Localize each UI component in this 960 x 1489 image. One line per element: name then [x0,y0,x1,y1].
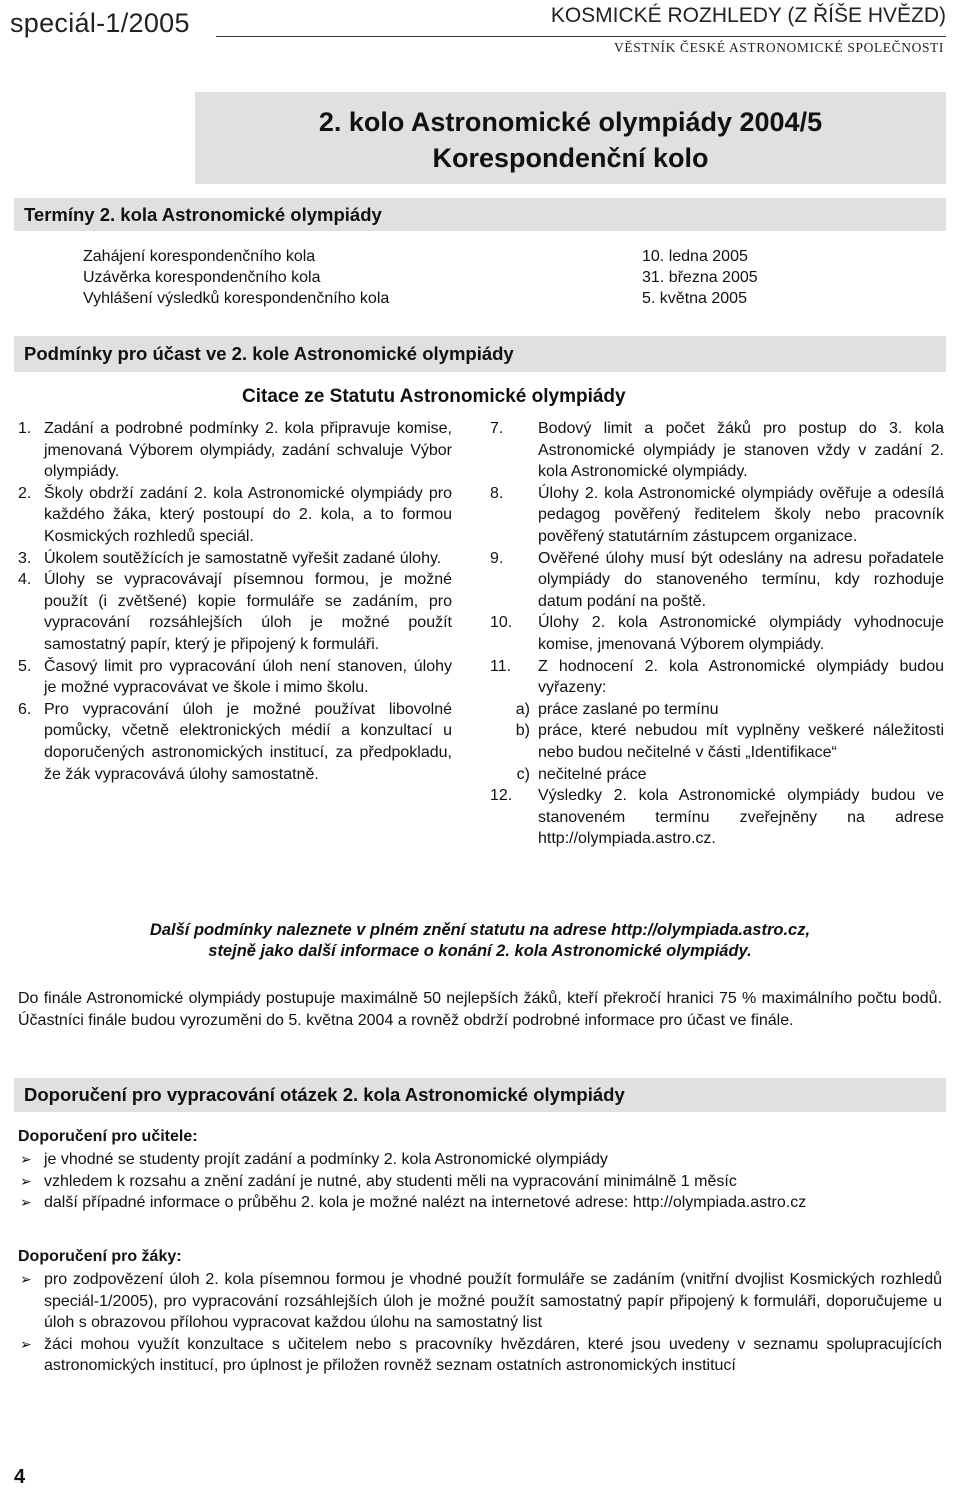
list-item: ➢ je vhodné se studenty projít zadání a podmínky 2. kola Astronomické olympiády [18,1149,942,1171]
statute-citation-heading: Citace ze Statutu Astronomické olympiády [242,386,626,407]
section-heading-terminy: Termíny 2. kola Astronomické olympiády [14,198,946,231]
list-subitem: a) práce zaslané po termínu [515,700,719,718]
list-item: 5. Časový limit pro vypracování úloh není stanoven, úlohy je možné vypracovávat ve škole i mimo školu. [18,657,452,697]
date-row-label: Zahájení korespondenčního kola [83,248,316,265]
students-heading: Doporučení pro žáky: [18,1248,182,1265]
list-item: 10. Úlohy 2. kola Astronomické olympiády vyhodnocuje komise, jmenovaná Výborem olympiády. [490,614,944,653]
students-list [18,1269,942,1377]
section-heading-doporuceni: Doporučení pro vypracování otázek 2. kola Astronomické olympiády [14,1078,946,1112]
list-subitem: c) nečitelné práce [516,765,647,783]
list-item: ➢ pro zodpovězení úloh 2. kola písemnou formou je vhodné použít formuláře se zadáním (vnitřní dvojlist Kosmických rozhledů speciál-1/2005), pro vypracování rozsáhlejších úloh je možné použít samostatný papír připojený k formuláři, doporučujeme u úloh s obrazovou přílohou vypracovat každou úlohu na samostatný list [20,1271,942,1332]
journal-subtitle: VĚSTNÍK ČESKÉ ASTRONOMICKÉ SPOLEČNOSTI [614,40,944,55]
arrow-bullet-icon: ➢ [20,1172,32,1189]
list-item: ➢ další případné informace o průběhu 2. kola je možné nalézt na internetové adrese: http://olympiada.astro.cz [18,1192,942,1214]
dates-table [0,246,960,316]
arrow-bullet-icon: ➢ [20,1271,32,1287]
list-item: ➢ žáci mohou využít konzultace s učitelem nebo s pracovníky hvězdáren, které jsou uvedeny v seznamu spolupracujících astronomických institucí, pro úplnost je přiložen rovněž seznam ostatních astronomických institucí [20,1335,942,1375]
statute-left-column [18,418,452,785]
title-line-1: 2. kolo Astronomické olympiády 2004/5 [318,107,823,137]
date-row-value: 31. března 2005 [642,269,758,286]
list-item: 12. Výsledky 2. kola Astronomické olympiády budou ve stanoveném termínu zveřejněny na adrese http://olympiada.astro.cz. [490,787,944,848]
arrow-bullet-icon: ➢ [20,1194,32,1211]
statute-note: Další podmínky naleznete v plném znění statutu na adrese http://olympiada.astro.cz, stejně jako další informace o konání 2. kola Astronomické olympiády. [149,921,811,960]
arrow-bullet-icon: ➢ [20,1151,32,1167]
list-item: 8. Úlohy 2. kola Astronomické olympiády ověřuje a odesílá pedagog pověřený ředitelem školy nebo pracovník pověřený statutárním zástupcem organizace. [490,484,944,545]
issue-label: speciál-1/2005 [10,8,190,38]
list-subitem: b) práce, které nebudou mít vyplněny veškeré náležitosti nebo budou nečitelné v části „Identifikace“ [515,722,944,761]
list-item: 6. Pro vypracování úloh je možné používat libovolné pomůcky, včetně elektronických médií a konzultací u doporučených astronomických institucí, za předpokladu, že žák vypracovává úlohy samostatně. [18,700,452,783]
date-row-label: Vyhlášení výsledků korespondenčního kola [83,290,390,307]
list-item: 9. Ověřené úlohy musí být odeslány na adresu pořadatele olympiády do stanoveného termínu, kdy rozhoduje datum podání na poště. [490,549,944,610]
date-row-value: 10. ledna 2005 [642,248,748,265]
date-row-label: Uzávěrka korespondenčního kola [83,269,321,286]
page-number: 4 [14,1466,26,1488]
list-item: 1. Zadání a podrobné podmínky 2. kola připravuje komise, jmenovaná Výborem olympiády, zadání schvaluje Výbor olympiády. [18,420,452,481]
teachers-list [18,1149,942,1214]
title-line-2: Korespondenční kolo [432,143,709,173]
statute-right-column [490,418,944,850]
teachers-heading: Doporučení pro učitele: [18,1128,198,1145]
list-item: ➢ vzhledem k rozsahu a znění zadání je nutné, aby studenti měli na vypracování minimálně 1 měsíc [18,1171,942,1193]
header-rule [216,36,946,37]
section-heading-podminky: Podmínky pro účast ve 2. kole Astronomické olympiády [14,336,946,372]
list-item: 3. Úkolem soutěžících je samostatně vyřešit zadané úlohy. [18,549,442,567]
list-item: 2. Školy obdrží zadání 2. kola Astronomické olympiády pro každého žáka, který postoupí do 2. kola, a to formou Kosmických rozhledů speciál. [18,484,452,545]
date-row-value: 5. května 2005 [642,290,747,307]
page-title [195,104,946,176]
list-item: 7. Bodový limit a počet žáků pro postup do 3. kola Astronomické olympiády je stanoven vždy v zadání 2. kola Astronomické olympiády. [490,420,944,481]
list-item: 4. Úlohy se vypracovávají písemnou formou, je možné použít (i zvětšené) kopie formuláře se zadáním, pro vypracování rozsáhlejších úloh je možné použít samostatný papír, který je připojený k formuláři. [18,571,452,653]
arrow-bullet-icon: ➢ [20,1335,32,1352]
journal-title: KOSMICKÉ ROZHLEDY (Z ŘÍŠE HVĚZD) [550,4,946,27]
list-item: 11. Z hodnocení 2. kola Astronomické olympiády budou vyřazeny: [490,657,944,697]
finale-paragraph: Do finále Astronomické olympiády postupuje maximálně 50 nejlepších žáků, kteří překročí hranici 75 % maximálního počtu bodů. Účastníci finále budou vyrozuměni do 5. května 2004 a rovněž obdrží podrobné informace pro účast ve finále. [18,990,942,1029]
